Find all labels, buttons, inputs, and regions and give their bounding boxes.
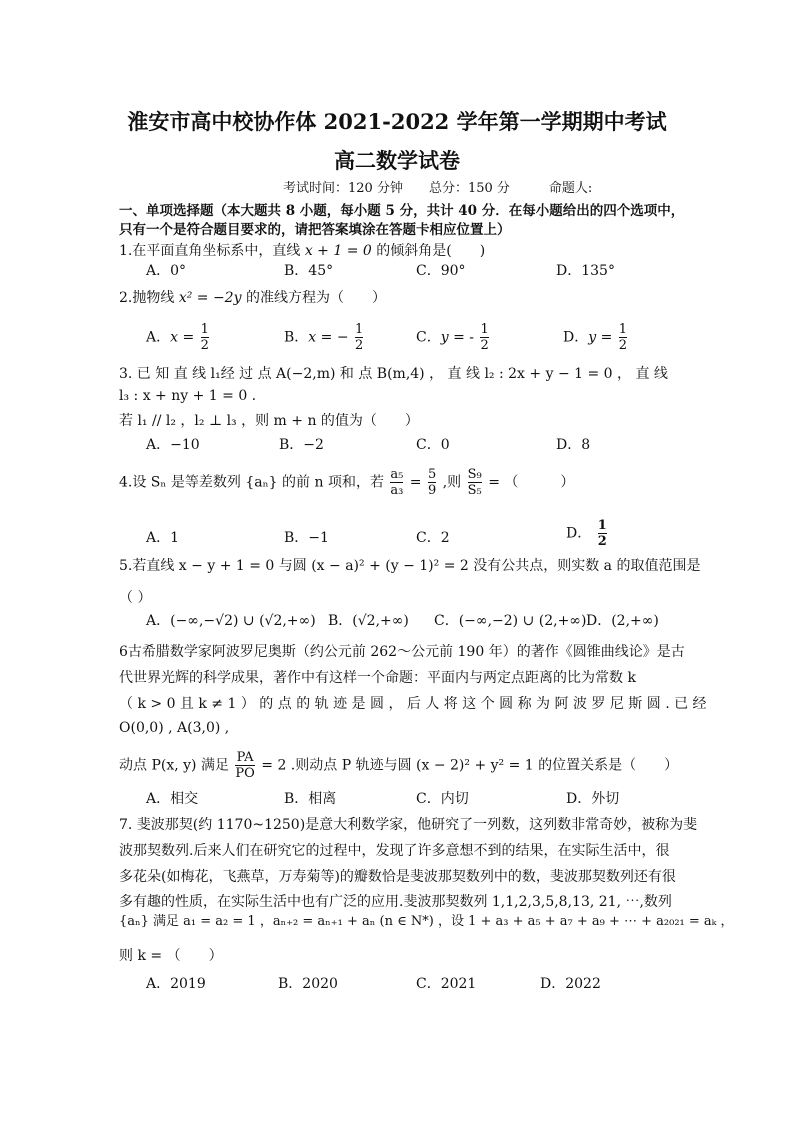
question-1-stem [119, 241, 485, 261]
q2-d-den: 2 [618, 338, 628, 353]
q7-option-b: B．2020 [278, 976, 338, 992]
q2-option-b [284, 322, 365, 353]
q4-d-den: 2 [597, 534, 607, 549]
q4-option-d [566, 518, 609, 549]
question-3-line2: l₃ : x + ny + 1 = 0 . [119, 388, 257, 404]
q4-fraction-a5-a3 [390, 467, 403, 498]
q1-suffix: 的倾斜角是( ) [371, 243, 486, 259]
q2-d-label: D． [563, 329, 589, 346]
q6-option-d: D．外切 [566, 791, 620, 807]
exam-info: 考试时间：120 分钟 总分：150 分 命题人: [283, 181, 593, 196]
q4-d-fraction [598, 518, 607, 549]
q2-a-fraction [201, 322, 209, 353]
q2-b-num: 1 [355, 322, 364, 337]
q4-prefix: 4.设 Sₙ 是等差数列 {aₙ} 的前 n 项和，若 [119, 474, 389, 491]
q6-f-num: PA [236, 750, 254, 765]
exam-title: 淮安市高中校协作体 2021-2022 学年第一学期期中考试 [127, 109, 667, 134]
question-7-line3: 多花朵(如梅花，飞燕草，万寿菊等)的瓣数恰是斐波那契数列中的数，斐波那契数列还有很 [119, 869, 676, 885]
q4-mid: ,则 [438, 474, 466, 491]
q1-option-b: B．45° [284, 263, 334, 279]
q1-option-a: A．0° [146, 263, 187, 279]
q4-d-num: 1 [597, 518, 607, 533]
q4-f3-den: S₅ [467, 483, 482, 498]
q4-f2-den: 9 [428, 483, 437, 498]
question-7-line2: 波那契数列.后来人们在研究它的过程中，发现了许多意想不到的结果，在实际生活中，很 [119, 843, 670, 859]
question-6-line3: （ k > 0 且 k ≠ 1 ） 的 点 的 轨 迹 是 圆 ， 后 人 将 这 个 圆 称 为 阿 波 罗 尼 斯 圆 . 已 经 [119, 696, 707, 712]
q2-option-a [146, 322, 211, 353]
q2-c-den: 2 [480, 338, 489, 353]
q1-option-d: D．135° [556, 263, 615, 279]
q2-suffix: 的准线方程为（ ） [241, 290, 386, 306]
q5-option-c: C．(−∞,−2) ∪ (2,+∞) [434, 613, 587, 629]
q4-eq: = [405, 474, 426, 491]
q2-math: x² = −2y [178, 290, 242, 306]
question-7-line5: {aₙ} 满足 a₁ = a₂ = 1 ，aₙ₊₂ = aₙ₊₁ + aₙ (n ∈ N*) ，设 1 + a₃ + a₅ + a₇ + a₉ + ⋯ + a₂₀₂₁ = aₖ ， [119, 914, 734, 929]
q4-option-b: B．−1 [284, 530, 329, 546]
q5-option-b: B．(√2,+∞) [328, 613, 409, 629]
q3-option-a: A．−10 [146, 437, 200, 453]
q1-prefix: 1.在平面直角坐标系中，直线 [119, 243, 305, 259]
q2-a-num: 1 [200, 322, 209, 337]
q2-a-lhs: x = [170, 329, 195, 346]
q2-b-den: 2 [355, 338, 364, 353]
q2-c-lhs: y = - [440, 329, 474, 346]
q2-d-num: 1 [618, 322, 628, 337]
q7-option-a: A．2019 [146, 976, 206, 992]
q3-option-d: D．8 [556, 437, 591, 453]
question-6-line1: 6古希腊数学家阿波罗尼奥斯（约公元前 262～公元前 190 年）的著作《圆锥曲线论》是古 [119, 644, 685, 660]
question-2-stem [119, 288, 386, 308]
q5-option-a: A．(−∞,−√2) ∪ (√2,+∞) [146, 613, 316, 629]
question-7-line4: 多有趣的性质，在实际生活中也有广泛的应用.斐波那契数列 1,1,2,3,5,8,13, 21, ⋯,数列 [119, 894, 672, 910]
question-3-line1: 3. 已 知 直 线 l₁经 过 点 A(−2,m) 和 点 B(m,4) ， 直 线 l₂ : 2x + y − 1 = 0 ， 直 线 [119, 366, 668, 382]
q4-suffix: = （ ） [483, 474, 575, 491]
q4-option-c: C．2 [416, 530, 450, 546]
q4-f2-num: 5 [428, 467, 437, 482]
q3-option-c: C．0 [416, 437, 450, 453]
q2-b-fraction [355, 322, 363, 353]
section-heading-line2: 只有一个是符合题目要求的，请把答案填涂在答题卡相应位置上） [119, 222, 511, 238]
q4-fraction-s9-s5 [468, 467, 482, 498]
q6-option-a: A．相交 [146, 791, 199, 807]
question-6-line4: O(0,0) , A(3,0) , [119, 720, 230, 736]
q2-d-fraction [619, 322, 627, 353]
q2-b-lhs: x = − [308, 329, 349, 346]
q2-b-label: B． [284, 329, 309, 346]
q5-option-d: D．(2,+∞) [586, 613, 659, 629]
question-6-line5 [119, 750, 678, 781]
q6-fraction-pa-po [235, 750, 254, 781]
q2-a-den: 2 [200, 338, 209, 353]
question-5-line2: （ ） [119, 590, 152, 606]
q1-math: x + 1 = 0 [304, 243, 372, 259]
question-7-line1: 7. 斐波那契(约 1170~1250)是意大利数学家，他研究了一列数，这列数非常奇妙，被称为斐 [119, 817, 698, 833]
q6-f-den: PO [235, 766, 255, 781]
q4-fraction-5-9 [428, 467, 436, 498]
q2-c-label: C． [416, 329, 441, 346]
q4-f1-num: a₅ [390, 467, 404, 482]
q2-c-num: 1 [480, 322, 489, 337]
question-7-line6: 则 k = （ ） [119, 948, 223, 964]
q3-option-b: B．−2 [279, 437, 324, 453]
q6-option-b: B．相离 [284, 791, 337, 807]
question-4-stem [119, 467, 574, 498]
q2-d-lhs: y = [588, 329, 613, 346]
q7-option-c: C．2021 [416, 976, 477, 992]
q2-a-label: A． [146, 329, 171, 346]
q4-d-label: D． [566, 525, 592, 542]
question-3-line3: 若 l₁ // l₂ ，l₂ ⊥ l₃ ，则 m + n 的值为（ ） [119, 413, 419, 429]
q4-option-a: A．1 [146, 530, 180, 546]
q2-option-d [563, 322, 629, 353]
exam-subtitle: 高二数学试卷 [334, 148, 460, 173]
q2-c-fraction [480, 322, 488, 353]
q6-option-c: C．内切 [416, 791, 469, 807]
q6-suffix: = 2 .则动点 P 轨迹与圆 (x − 2)² + y² = 1 的位置关系是（ ） [256, 757, 679, 774]
q2-prefix: 2.抛物线 [119, 290, 179, 306]
q6-prefix: 动点 P(x, y) 满足 [119, 757, 234, 774]
q4-f1-den: a₃ [390, 483, 404, 498]
question-6-line2: 代世界光辉的科学成果，著作中有这样一个命题：平面内与两定点距离的比为常数 k [119, 670, 636, 686]
q4-f3-num: S₉ [467, 467, 482, 482]
q2-option-c [416, 322, 491, 353]
question-5-line1: 5.若直线 x − y + 1 = 0 与圆 (x − a)² + (y − 1)² = 2 没有公共点，则实数 a 的取值范围是 [119, 558, 701, 574]
q7-option-d: D．2022 [540, 976, 601, 992]
section-heading-line1: 一、单项选择题（本大题共 8 小题，每小题 5 分，共计 40 分．在每小题给出的四个选项中， [119, 203, 685, 219]
q1-option-c: C．90° [416, 263, 466, 279]
